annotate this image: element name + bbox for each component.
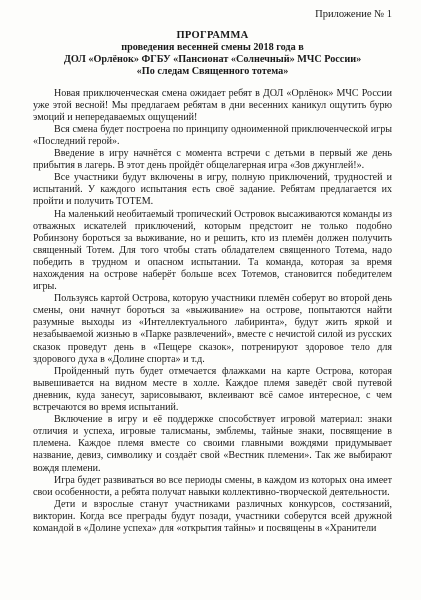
- paragraph: На маленький необитаемый тропический Островок высаживаются команды из отважных искателей приключений, которым предстоит не только подобно Робинзону бороться за выживание, но и решить, кто из племён должен получить священный Тотем. Для того чтобы стать обладателем священного Тотема, надо победить в трудном и опасном испытании. Та команда, которая за время нахождения на острове наберёт больше всех Тотемов, становится победителем игры.: [33, 208, 392, 293]
- paragraph: Игра будет развиваться во все периоды смены, в каждом из которых она имеет свои особенности, а ребята получат навыки коллективно-творческой деятельности.: [33, 474, 392, 498]
- paragraph: Вся смена будет построена по принципу одноименной приключенческой игры «Последний герой».: [33, 123, 392, 147]
- document-title: [33, 30, 392, 79]
- paragraph: Включение в игру и её поддержке способствует игровой материал: знаки отличия и успеха, игровые талисманы, эмблемы, тайные знаки, посвящение в племена. Каждое племя вместе со своими главными вождями придумывает название, девиз, символику и создаёт свой «Вестник племени». Так же выбирают вождя племени.: [33, 414, 392, 474]
- paragraph: Новая приключенческая смена ожидает ребят в ДОЛ «Орлёнок» МЧС России уже этой весной! Мы предлагаем ребятам в дни весенних каникул ощутить бурю эмоций и непередаваемых ощущений!: [33, 87, 392, 123]
- title-line-1: проведения весенней смены 2018 года в: [121, 42, 304, 53]
- paragraph: Все участники будут включены в игру, полную приключений, трудностей и испытаний. У каждого испытания есть своё задание. Ребятам предлагается их пройти и получить ТОТЕМ.: [33, 172, 392, 208]
- document-body: [33, 88, 392, 535]
- annex-label: Приложение № 1: [315, 9, 392, 20]
- title-line-3: «По следам Священного тотема»: [136, 66, 289, 78]
- title-main: ПРОГРАММА: [176, 30, 249, 41]
- paragraph: Дети и взрослые станут участниками различных конкурсов, состязаний, викторин. Когда все преграды будут позади, участники соберутся всей дружной командой в «Долине успеха» для «открытия тайны» и посвящены в «Хранители: [33, 498, 392, 534]
- paragraph: Пройденный путь будет отмечается флажками на карте Острова, которая вывешивается на видном месте в холле. Каждое племя заведёт свой путевой дневник, куда занесут, зарисовывают, вклеивают всё самое интересное, с чем встречаются во время испытаний.: [33, 365, 392, 414]
- paragraph: Введение в игру начнётся с момента встречи с детьми в первый же день прибытия в лагерь. В этот день пройдёт общелагерная игра «Зов джунглей!».: [33, 148, 392, 172]
- paragraph: Пользуясь картой Острова, которую участники племён соберут во второй день смены, они начнут бороться за «выживание» на острове, попытаются найти разумные выходы из «Интеллектуального лабиринта», будут жить яркой и незабываемой жизнью в «Парке развлечений», вместе с нечистой силой из русских сказок проведут день в «Пещере сказок», потренируют здоровое тело для здорового духа в «Долине спорта» и т.д.: [33, 293, 392, 365]
- title-line-2: ДОЛ «Орлёнок» ФГБУ «Пансионат «Солнечный» МЧС России»: [63, 54, 362, 66]
